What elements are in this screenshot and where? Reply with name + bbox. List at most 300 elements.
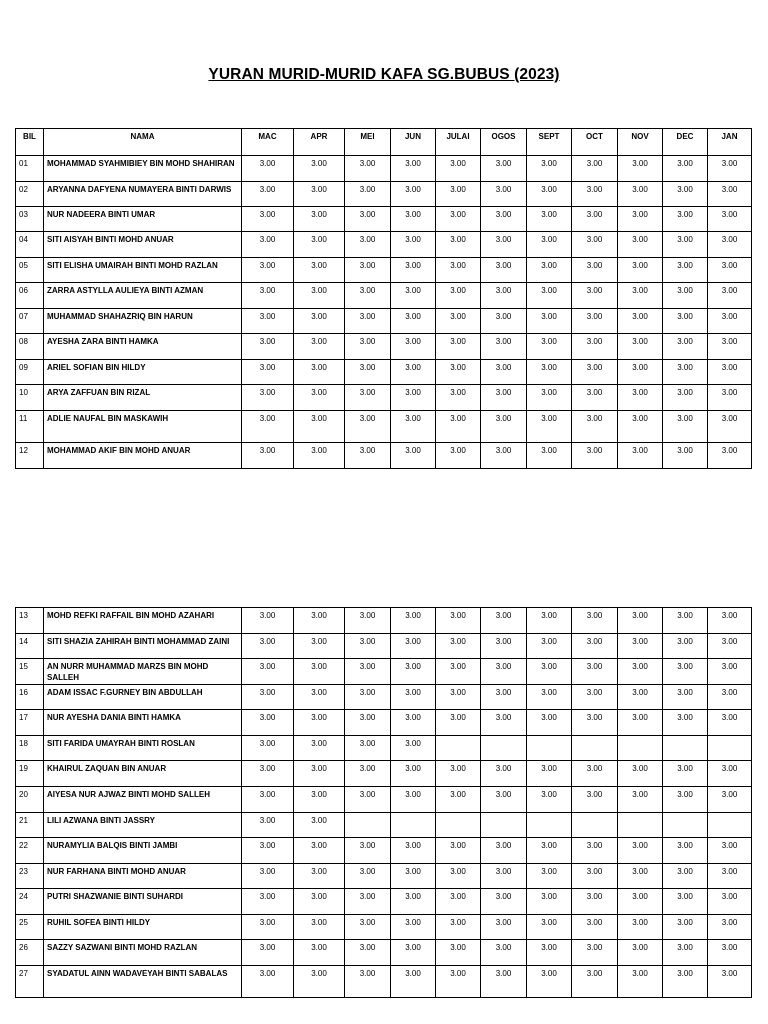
name-cell: MUHAMMAD SHAHAZRIQ BIN HARUN [44, 309, 242, 334]
fee-cell: 3.00 [481, 889, 527, 915]
fee-cell: 3.00 [391, 966, 436, 998]
fee-cell: 3.00 [708, 232, 752, 258]
table-row [16, 761, 752, 787]
fee-cell: 3.00 [345, 915, 391, 940]
fee-cell: 3.00 [294, 659, 345, 685]
bil-cell: 06 [16, 283, 44, 309]
bil-cell: 07 [16, 309, 44, 334]
fee-cell: 3.00 [481, 360, 527, 385]
fee-cell: 3.00 [572, 940, 618, 966]
fee-cell: 3.00 [294, 334, 345, 360]
table-row [16, 915, 752, 940]
bil-cell: 20 [16, 787, 44, 813]
fee-cell: 3.00 [527, 761, 572, 787]
fee-cell: 3.00 [242, 309, 294, 334]
fee-cell: 3.00 [663, 443, 708, 469]
fee-cell: 3.00 [527, 182, 572, 207]
name-cell: LILI AZWANA BINTI JASSRY [44, 813, 242, 838]
fee-cell: 3.00 [436, 411, 481, 443]
fee-cell: 3.00 [481, 182, 527, 207]
table-row [16, 864, 752, 889]
fee-cell: 3.00 [481, 659, 527, 685]
fee-cell: 3.00 [663, 608, 708, 634]
table-row [16, 940, 752, 966]
fee-cell: 3.00 [242, 443, 294, 469]
bil-cell: 13 [16, 608, 44, 634]
fee-cell: 3.00 [572, 309, 618, 334]
fee-cell: 3.00 [436, 360, 481, 385]
fee-cell: 3.00 [391, 940, 436, 966]
fee-cell: 3.00 [663, 761, 708, 787]
fee-cell: 3.00 [618, 659, 663, 685]
fee-cell: 3.00 [391, 182, 436, 207]
fee-cell: 3.00 [572, 207, 618, 232]
fee-cell: 3.00 [294, 736, 345, 761]
fee-cell [391, 813, 436, 838]
bil-cell: 27 [16, 966, 44, 998]
fee-cell: 3.00 [572, 443, 618, 469]
name-cell: AN NURR MUHAMMAD MARZS BIN MOHD SALLEH [44, 659, 242, 685]
name-cell: ARYA ZAFFUAN BIN RIZAL [44, 385, 242, 411]
fee-cell: 3.00 [481, 334, 527, 360]
fee-cell: 3.00 [663, 385, 708, 411]
fee-cell: 3.00 [436, 608, 481, 634]
fee-cell: 3.00 [481, 966, 527, 998]
fee-cell: 3.00 [436, 787, 481, 813]
fee-cell: 3.00 [242, 915, 294, 940]
fee-cell: 3.00 [391, 634, 436, 659]
fee-cell: 3.00 [527, 283, 572, 309]
name-cell: NURAMYLIA BALQIS BINTI JAMBI [44, 838, 242, 864]
fee-cell: 3.00 [345, 736, 391, 761]
fee-cell [663, 813, 708, 838]
fee-cell [527, 813, 572, 838]
fee-cell: 3.00 [663, 182, 708, 207]
fee-cell: 3.00 [345, 334, 391, 360]
bil-cell: 22 [16, 838, 44, 864]
fee-cell: 3.00 [242, 634, 294, 659]
fee-cell: 3.00 [436, 182, 481, 207]
fee-cell: 3.00 [572, 761, 618, 787]
fee-cell: 3.00 [436, 258, 481, 283]
fee-cell: 3.00 [391, 385, 436, 411]
fee-cell: 3.00 [345, 156, 391, 182]
fee-cell: 3.00 [527, 966, 572, 998]
fee-cell: 3.00 [481, 283, 527, 309]
bil-cell: 05 [16, 258, 44, 283]
table-row [16, 787, 752, 813]
fee-cell: 3.00 [527, 258, 572, 283]
fee-cell: 3.00 [391, 685, 436, 710]
fee-cell: 3.00 [663, 659, 708, 685]
fee-cell: 3.00 [481, 608, 527, 634]
fee-cell: 3.00 [663, 156, 708, 182]
fee-cell: 3.00 [572, 232, 618, 258]
table-row [16, 182, 752, 207]
fee-cell: 3.00 [481, 864, 527, 889]
fee-cell: 3.00 [294, 813, 345, 838]
fee-cell: 3.00 [572, 966, 618, 998]
fee-cell [572, 736, 618, 761]
fee-cell: 3.00 [436, 966, 481, 998]
fee-cell: 3.00 [294, 232, 345, 258]
bil-cell: 01 [16, 156, 44, 182]
column-header: NAMA [44, 129, 242, 156]
fee-cell: 3.00 [242, 761, 294, 787]
fee-cell: 3.00 [618, 156, 663, 182]
table-body [16, 608, 752, 998]
fee-cell: 3.00 [708, 659, 752, 685]
bil-cell: 16 [16, 685, 44, 710]
fee-cell: 3.00 [436, 685, 481, 710]
fee-cell: 3.00 [618, 634, 663, 659]
fee-cell: 3.00 [481, 207, 527, 232]
fee-cell: 3.00 [242, 787, 294, 813]
fee-cell [618, 813, 663, 838]
document-title: YURAN MURID-MURID KAFA SG.BUBUS (2023) [208, 66, 560, 83]
fee-cell: 3.00 [618, 608, 663, 634]
fee-cell: 3.00 [663, 334, 708, 360]
fee-cell: 3.00 [242, 232, 294, 258]
bil-cell: 11 [16, 411, 44, 443]
fee-cell: 3.00 [391, 334, 436, 360]
fee-cell [708, 813, 752, 838]
column-header: OCT [572, 129, 618, 156]
fee-cell: 3.00 [391, 838, 436, 864]
table-row [16, 685, 752, 710]
bil-cell: 14 [16, 634, 44, 659]
fee-cell: 3.00 [618, 864, 663, 889]
bil-cell: 24 [16, 889, 44, 915]
fee-cell: 3.00 [618, 787, 663, 813]
bil-cell: 25 [16, 915, 44, 940]
fee-cell: 3.00 [572, 710, 618, 736]
table-row [16, 710, 752, 736]
fee-cell: 3.00 [345, 787, 391, 813]
fee-cell: 3.00 [436, 915, 481, 940]
fee-cell: 3.00 [663, 838, 708, 864]
table-row [16, 889, 752, 915]
fee-cell: 3.00 [436, 634, 481, 659]
fee-cell: 3.00 [708, 156, 752, 182]
fee-cell: 3.00 [294, 864, 345, 889]
fee-cell: 3.00 [618, 385, 663, 411]
fee-cell: 3.00 [572, 838, 618, 864]
fee-cell [436, 813, 481, 838]
fee-cell [618, 736, 663, 761]
fee-cell: 3.00 [391, 258, 436, 283]
fee-cell: 3.00 [391, 411, 436, 443]
fee-cell: 3.00 [481, 761, 527, 787]
column-header: MEI [345, 129, 391, 156]
fee-cell: 3.00 [527, 360, 572, 385]
fee-cell: 3.00 [345, 360, 391, 385]
fee-cell: 3.00 [618, 411, 663, 443]
fee-cell: 3.00 [436, 838, 481, 864]
name-cell: SITI FARIDA UMAYRAH BINTI ROSLAN [44, 736, 242, 761]
fee-cell: 3.00 [391, 889, 436, 915]
fee-cell: 3.00 [242, 659, 294, 685]
fee-cell: 3.00 [294, 411, 345, 443]
fee-cell: 3.00 [242, 813, 294, 838]
fee-cell: 3.00 [618, 182, 663, 207]
fee-cell: 3.00 [708, 915, 752, 940]
fee-cell: 3.00 [481, 710, 527, 736]
table-row [16, 966, 752, 998]
bil-cell: 21 [16, 813, 44, 838]
column-header: JULAI [436, 129, 481, 156]
fee-cell: 3.00 [527, 940, 572, 966]
name-cell: PUTRI SHAZWANIE BINTI SUHARDI [44, 889, 242, 915]
fee-cell: 3.00 [708, 207, 752, 232]
fee-cell: 3.00 [436, 659, 481, 685]
fee-cell: 3.00 [242, 156, 294, 182]
fee-cell: 3.00 [345, 659, 391, 685]
fee-cell: 3.00 [708, 634, 752, 659]
fee-cell: 3.00 [294, 283, 345, 309]
table-body [16, 156, 752, 469]
fee-cell: 3.00 [294, 156, 345, 182]
fee-cell: 3.00 [345, 182, 391, 207]
fee-cell: 3.00 [527, 685, 572, 710]
fee-cell: 3.00 [345, 889, 391, 915]
fee-cell: 3.00 [345, 258, 391, 283]
name-cell: ADLIE NAUFAL BIN MASKAWIH [44, 411, 242, 443]
fee-cell: 3.00 [572, 864, 618, 889]
fee-cell: 3.00 [527, 889, 572, 915]
fee-cell: 3.00 [527, 838, 572, 864]
table-row [16, 258, 752, 283]
fee-cell [572, 813, 618, 838]
fee-cell: 3.00 [708, 608, 752, 634]
fee-cell: 3.00 [663, 966, 708, 998]
fee-cell: 3.00 [391, 156, 436, 182]
fee-cell [663, 736, 708, 761]
fee-cell: 3.00 [708, 685, 752, 710]
fee-table-page-2 [15, 607, 752, 998]
fee-cell: 3.00 [391, 659, 436, 685]
fee-cell: 3.00 [618, 685, 663, 710]
fee-cell: 3.00 [436, 385, 481, 411]
fee-cell: 3.00 [345, 207, 391, 232]
fee-cell: 3.00 [391, 787, 436, 813]
table-row [16, 283, 752, 309]
fee-cell: 3.00 [708, 309, 752, 334]
fee-cell: 3.00 [242, 838, 294, 864]
fee-cell: 3.00 [618, 258, 663, 283]
name-cell: ARIEL SOFIAN BIN HILDY [44, 360, 242, 385]
fee-cell: 3.00 [708, 787, 752, 813]
fee-cell: 3.00 [294, 182, 345, 207]
table-row [16, 232, 752, 258]
fee-cell: 3.00 [436, 232, 481, 258]
fee-cell: 3.00 [708, 411, 752, 443]
bil-cell: 15 [16, 659, 44, 685]
fee-cell: 3.00 [436, 761, 481, 787]
fee-cell: 3.00 [663, 258, 708, 283]
fee-cell: 3.00 [294, 915, 345, 940]
fee-cell: 3.00 [618, 283, 663, 309]
column-header: BIL [16, 129, 44, 156]
column-header: NOV [618, 129, 663, 156]
fee-cell: 3.00 [242, 685, 294, 710]
fee-cell: 3.00 [345, 309, 391, 334]
fee-cell: 3.00 [572, 283, 618, 309]
fee-cell: 3.00 [618, 838, 663, 864]
fee-cell: 3.00 [618, 710, 663, 736]
fee-cell: 3.00 [391, 864, 436, 889]
fee-cell: 3.00 [242, 608, 294, 634]
fee-cell [708, 736, 752, 761]
fee-cell: 3.00 [294, 685, 345, 710]
fee-cell: 3.00 [242, 411, 294, 443]
fee-cell: 3.00 [481, 385, 527, 411]
fee-cell: 3.00 [481, 915, 527, 940]
fee-cell: 3.00 [527, 334, 572, 360]
fee-cell: 3.00 [345, 443, 391, 469]
bil-cell: 09 [16, 360, 44, 385]
fee-cell: 3.00 [391, 710, 436, 736]
fee-cell: 3.00 [572, 915, 618, 940]
fee-cell: 3.00 [294, 385, 345, 411]
table-row [16, 334, 752, 360]
name-cell: MOHD REFKI RAFFAIL BIN MOHD AZAHARI [44, 608, 242, 634]
fee-cell: 3.00 [345, 864, 391, 889]
fee-cell: 3.00 [242, 258, 294, 283]
column-header: SEPT [527, 129, 572, 156]
fee-cell: 3.00 [345, 608, 391, 634]
fee-cell: 3.00 [345, 232, 391, 258]
fee-table-page-1 [15, 128, 752, 469]
fee-cell: 3.00 [527, 915, 572, 940]
fee-cell: 3.00 [708, 443, 752, 469]
fee-cell: 3.00 [242, 864, 294, 889]
fee-cell: 3.00 [572, 334, 618, 360]
fee-cell: 3.00 [572, 659, 618, 685]
fee-cell: 3.00 [527, 787, 572, 813]
bil-cell: 10 [16, 385, 44, 411]
fee-cell: 3.00 [436, 889, 481, 915]
fee-cell: 3.00 [663, 207, 708, 232]
fee-cell: 3.00 [708, 710, 752, 736]
name-cell: NUR FARHANA BINTI MOHD ANUAR [44, 864, 242, 889]
fee-cell: 3.00 [572, 787, 618, 813]
fee-cell: 3.00 [527, 443, 572, 469]
fee-cell: 3.00 [345, 685, 391, 710]
table-row [16, 385, 752, 411]
table-row [16, 156, 752, 182]
header-row [16, 129, 752, 156]
fee-cell: 3.00 [242, 182, 294, 207]
fee-cell [345, 813, 391, 838]
name-cell: SAZZY SAZWANI BINTI MOHD RAZLAN [44, 940, 242, 966]
bil-cell: 19 [16, 761, 44, 787]
table-row [16, 207, 752, 232]
fee-cell: 3.00 [663, 787, 708, 813]
fee-cell: 3.00 [391, 207, 436, 232]
fee-cell: 3.00 [242, 283, 294, 309]
fee-cell: 3.00 [242, 940, 294, 966]
name-cell: NUR NADEERA BINTI UMAR [44, 207, 242, 232]
fee-cell: 3.00 [242, 736, 294, 761]
bil-cell: 08 [16, 334, 44, 360]
fee-cell: 3.00 [481, 232, 527, 258]
fee-cell: 3.00 [391, 736, 436, 761]
fee-cell: 3.00 [345, 411, 391, 443]
fee-cell: 3.00 [481, 838, 527, 864]
fee-cell: 3.00 [294, 940, 345, 966]
fee-cell: 3.00 [618, 915, 663, 940]
name-cell: ARYANNA DAFYENA NUMAYERA BINTI DARWIS [44, 182, 242, 207]
fee-cell: 3.00 [391, 608, 436, 634]
fee-cell: 3.00 [663, 940, 708, 966]
fee-cell [436, 736, 481, 761]
fee-cell: 3.00 [391, 232, 436, 258]
bil-cell: 03 [16, 207, 44, 232]
fee-cell: 3.00 [572, 685, 618, 710]
fee-cell: 3.00 [663, 864, 708, 889]
fee-cell: 3.00 [242, 207, 294, 232]
fee-cell: 3.00 [481, 411, 527, 443]
fee-cell: 3.00 [663, 889, 708, 915]
fee-cell: 3.00 [345, 761, 391, 787]
column-header: MAC [242, 129, 294, 156]
name-cell: SITI SHAZIA ZAHIRAH BINTI MOHAMMAD ZAINI [44, 634, 242, 659]
fee-cell: 3.00 [527, 156, 572, 182]
fee-cell: 3.00 [436, 156, 481, 182]
fee-cell: 3.00 [572, 156, 618, 182]
fee-cell: 3.00 [294, 710, 345, 736]
fee-cell: 3.00 [391, 761, 436, 787]
fee-cell: 3.00 [242, 334, 294, 360]
fee-cell: 3.00 [436, 864, 481, 889]
fee-cell: 3.00 [391, 360, 436, 385]
fee-cell: 3.00 [391, 309, 436, 334]
fee-cell: 3.00 [708, 761, 752, 787]
fee-cell: 3.00 [527, 634, 572, 659]
fee-cell: 3.00 [436, 940, 481, 966]
name-cell: MOHAMMAD SYAHMIBIEY BIN MOHD SHAHIRAN [44, 156, 242, 182]
column-header: APR [294, 129, 345, 156]
fee-cell: 3.00 [436, 309, 481, 334]
name-cell: NUR AYESHA DANIA BINTI HAMKA [44, 710, 242, 736]
fee-cell: 3.00 [572, 634, 618, 659]
fee-cell: 3.00 [345, 966, 391, 998]
fee-cell: 3.00 [436, 710, 481, 736]
fee-cell: 3.00 [436, 283, 481, 309]
table-row [16, 659, 752, 685]
name-cell: KHAIRUL ZAQUAN BIN ANUAR [44, 761, 242, 787]
fee-cell: 3.00 [481, 309, 527, 334]
fee-cell: 3.00 [708, 334, 752, 360]
fee-cell: 3.00 [294, 309, 345, 334]
fee-cell: 3.00 [242, 710, 294, 736]
fee-cell: 3.00 [663, 360, 708, 385]
fee-cell: 3.00 [618, 761, 663, 787]
table-row [16, 838, 752, 864]
fee-cell: 3.00 [618, 443, 663, 469]
fee-cell: 3.00 [572, 360, 618, 385]
table-row [16, 360, 752, 385]
fee-cell: 3.00 [242, 385, 294, 411]
fee-cell: 3.00 [481, 685, 527, 710]
fee-cell: 3.00 [708, 283, 752, 309]
fee-cell: 3.00 [708, 182, 752, 207]
fee-cell: 3.00 [527, 864, 572, 889]
bil-cell: 23 [16, 864, 44, 889]
bil-cell: 02 [16, 182, 44, 207]
fee-cell: 3.00 [242, 966, 294, 998]
